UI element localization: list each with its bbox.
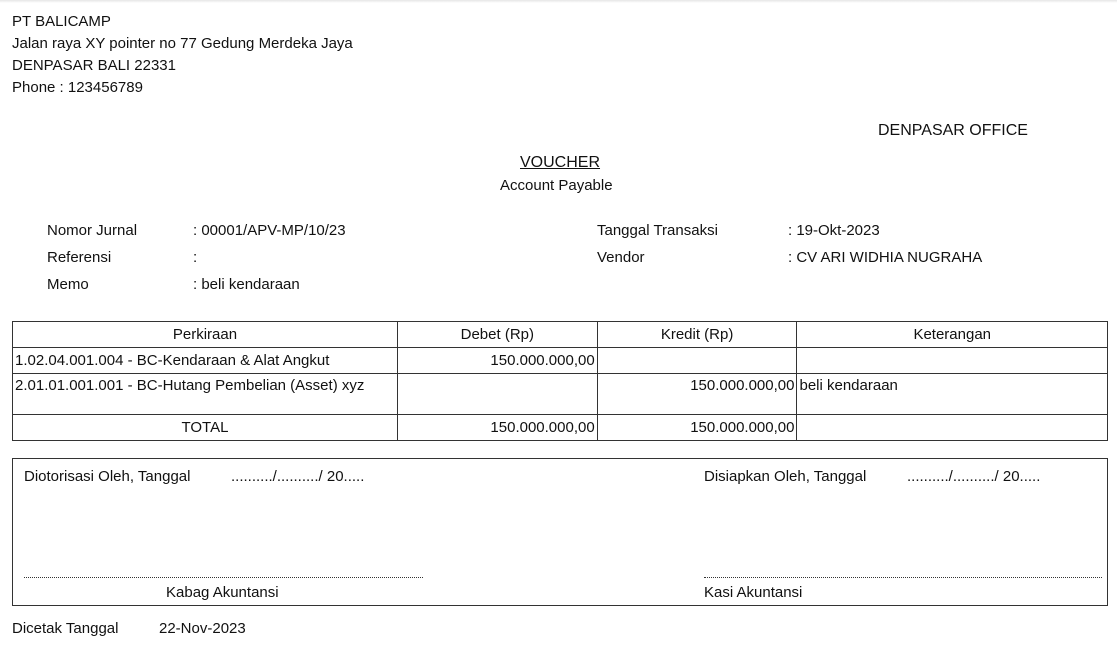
company-phone: Phone : 123456789 [12,79,143,96]
prepared-label: Disiapkan Oleh, Tanggal [704,468,867,485]
tanggal-transaksi-value: : 19-Okt-2023 [788,222,880,239]
nomor-jurnal-value: : 00001/APV-MP/10/23 [193,222,346,239]
cell-perkiraan: 2.01.01.001.001 - BC-Hutang Pembelian (Asset) xyz [13,374,398,415]
printed-label: Dicetak Tanggal [12,620,119,637]
authorized-role: Kabag Akuntansi [166,584,279,601]
total-label: TOTAL [13,415,398,441]
cell-perkiraan: 1.02.04.001.004 - BC-Kendaraan & Alat Angkut [13,348,398,374]
cell-kredit: 150.000.000,00 [597,374,797,415]
tanggal-transaksi-label: Tanggal Transaksi [597,222,718,239]
company-name: PT BALICAMP [12,13,111,30]
referensi-label: Referensi [47,249,112,266]
total-kredit: 150.000.000,00 [597,415,797,441]
header-perkiraan: Perkiraan [13,322,398,348]
cell-keterangan [797,348,1108,374]
company-address-line2: DENPASAR BALI 22331 [12,57,176,74]
cell-debet: 150.000.000,00 [397,348,597,374]
table-header-row [13,322,1108,348]
total-keterangan [797,415,1108,441]
top-shadow [0,0,1117,3]
authorized-label: Diotorisasi Oleh, Tanggal [24,468,191,485]
prepared-signature-line [704,577,1102,578]
header-keterangan: Keterangan [797,322,1108,348]
prepared-role: Kasi Akuntansi [704,584,803,601]
company-block [12,11,353,99]
vendor-label: Vendor [597,249,645,266]
referensi-value: : [193,249,198,266]
table-row [13,374,1108,415]
cell-kredit [597,348,797,374]
header-kredit: Kredit (Rp) [597,322,797,348]
authorized-date: ........../........../ 20..... [231,468,365,485]
authorized-signature-line [24,577,423,578]
voucher-title: VOUCHER [520,154,601,171]
total-row [13,415,1108,441]
nomor-jurnal-label: Nomor Jurnal [47,222,138,239]
printed-date: 22-Nov-2023 [159,620,246,637]
voucher-subtitle: Account Payable [500,177,613,194]
table-row [13,348,1108,374]
cell-debet [397,374,597,415]
journal-table [12,321,1108,441]
company-address-line1: Jalan raya XY pointer no 77 Gedung Merdeka Jaya [12,35,353,52]
memo-value: : beli kendaraan [193,276,300,293]
vendor-value: : CV ARI WIDHIA NUGRAHA [788,249,983,266]
memo-label: Memo [47,276,89,293]
prepared-date: ........../........../ 20..... [907,468,1041,485]
office-name: DENPASAR OFFICE [878,122,1028,139]
cell-keterangan: beli kendaraan [797,374,1108,415]
total-debet: 150.000.000,00 [397,415,597,441]
header-debet: Debet (Rp) [397,322,597,348]
